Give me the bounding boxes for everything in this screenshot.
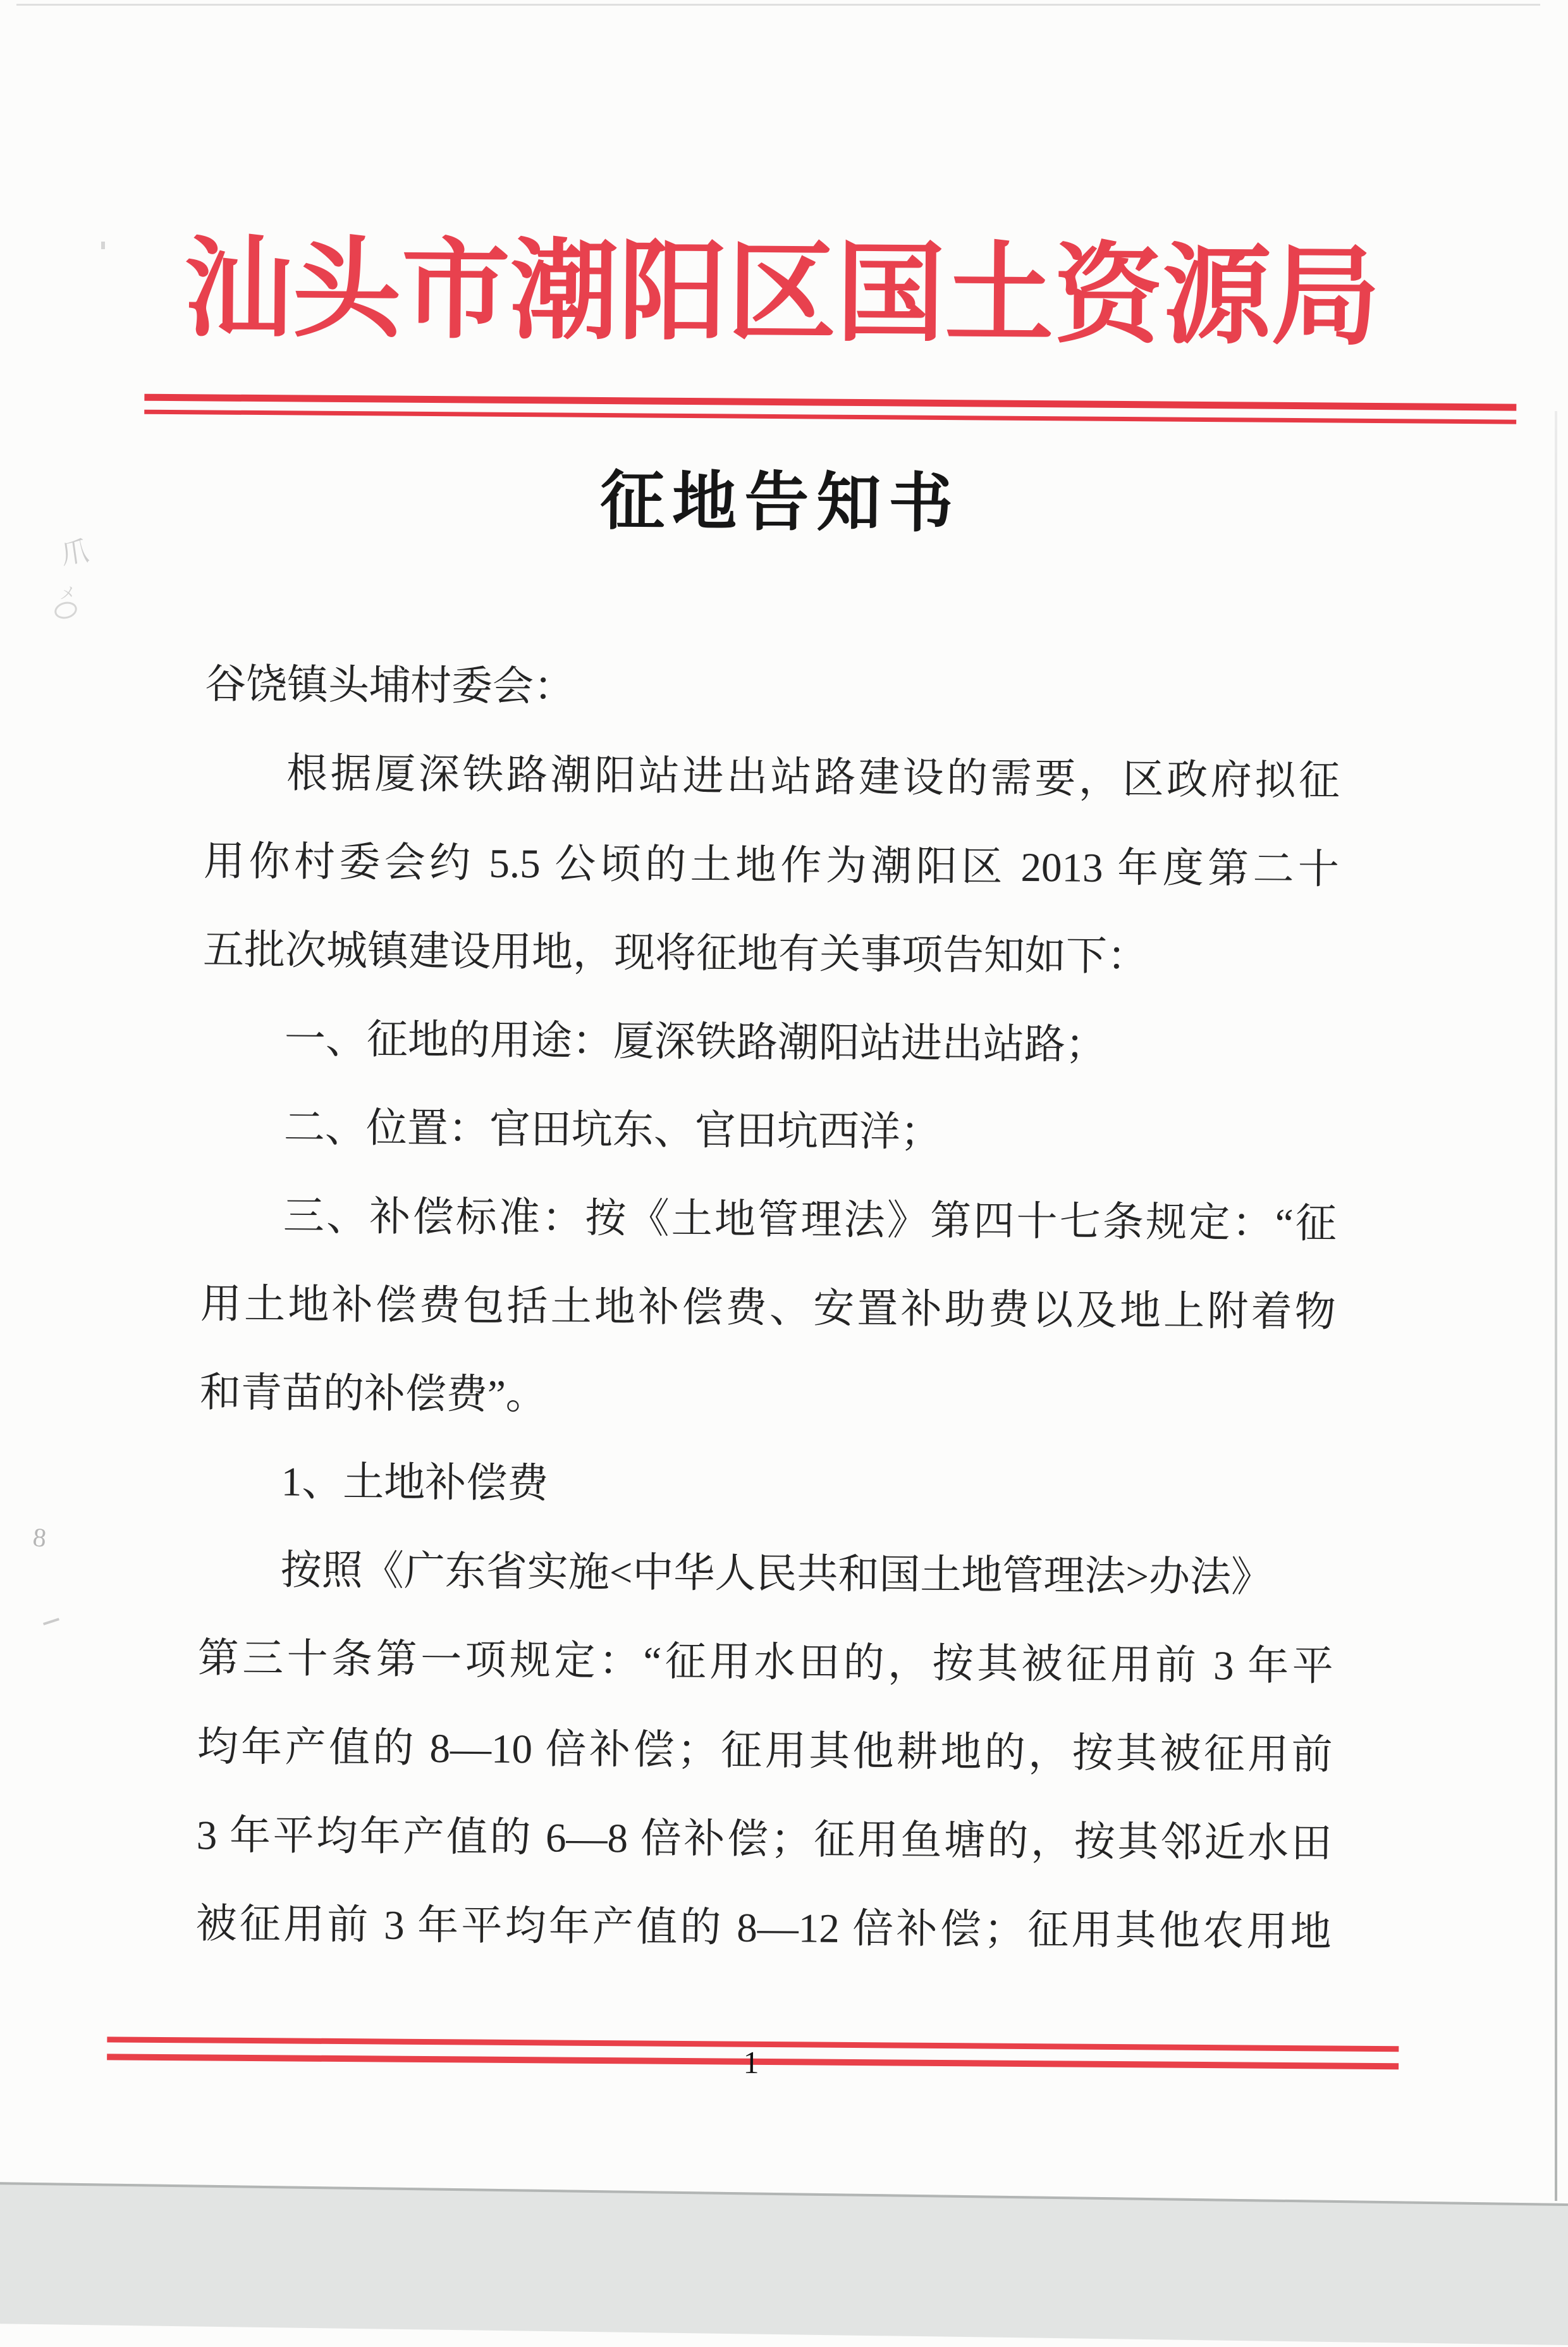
- body-line: 根据厦深铁路潮阳站进出站路建设的需要，区政府拟征: [286, 751, 1340, 804]
- scan-mark-smudge: 8: [31, 1523, 48, 1553]
- scan-shadow-bottom: [0, 2182, 1568, 2347]
- scan-edge-right-line: [1555, 411, 1557, 2201]
- body-line: 用你村委会约 5.5 公顷的土地作为潮阳区 2013 年度第二十: [203, 839, 1340, 893]
- body-line: 和青苗的补偿费”。: [199, 1370, 547, 1419]
- document-body: [195, 640, 1340, 1976]
- body-line: 二、位置：官田坑东、官田坑西洋；: [283, 1105, 942, 1155]
- salutation-line: 谷饶镇头埔村委会：: [204, 662, 575, 710]
- scan-edge-top-line: [16, 4, 1540, 6]
- agency-header: 汕头市潮阳区国土资源局: [183, 230, 1381, 359]
- scan-mark-smudge: メ: [59, 584, 77, 603]
- body-line: 用土地补偿费包括土地补偿费、安置补助费以及地上附着物: [200, 1281, 1337, 1336]
- body-line: 均年产值的 8—10 倍补偿；征用其他耕地的，按其被征用前: [197, 1724, 1333, 1778]
- body-line: 第三十条第一项规定：“征用水田的，按其被征用前 3 年平: [197, 1636, 1334, 1690]
- document-title: 征地告知书: [599, 465, 961, 541]
- body-line: 一、征地的用途：厦深铁路潮阳站进出站路；: [284, 1016, 1107, 1068]
- body-line: 五批次城镇建设用地，现将征地有关事项告知如下：: [202, 927, 1149, 980]
- scan-mark-dot: [101, 242, 105, 249]
- header-rule-thick: [144, 394, 1516, 411]
- body-line: 1、土地补偿费: [281, 1459, 549, 1507]
- body-line: 3 年平均年产值的 6—8 倍补偿；征用鱼塘的，按其邻近水田: [196, 1813, 1332, 1867]
- body-line: 被征用前 3 年平均年产值的 8—12 倍补偿；征用其他农用地: [195, 1901, 1332, 1956]
- body-line: 按照《广东省实施<中华人民共和国土地管理法>办法》: [280, 1548, 1273, 1601]
- scan-mark-smudge: 爪: [59, 536, 91, 570]
- page-number: 1: [743, 2044, 759, 2080]
- body-line: 三、补偿标准：按《土地管理法》第四十七条规定：“征: [283, 1193, 1337, 1247]
- header-rule-thin: [144, 410, 1516, 424]
